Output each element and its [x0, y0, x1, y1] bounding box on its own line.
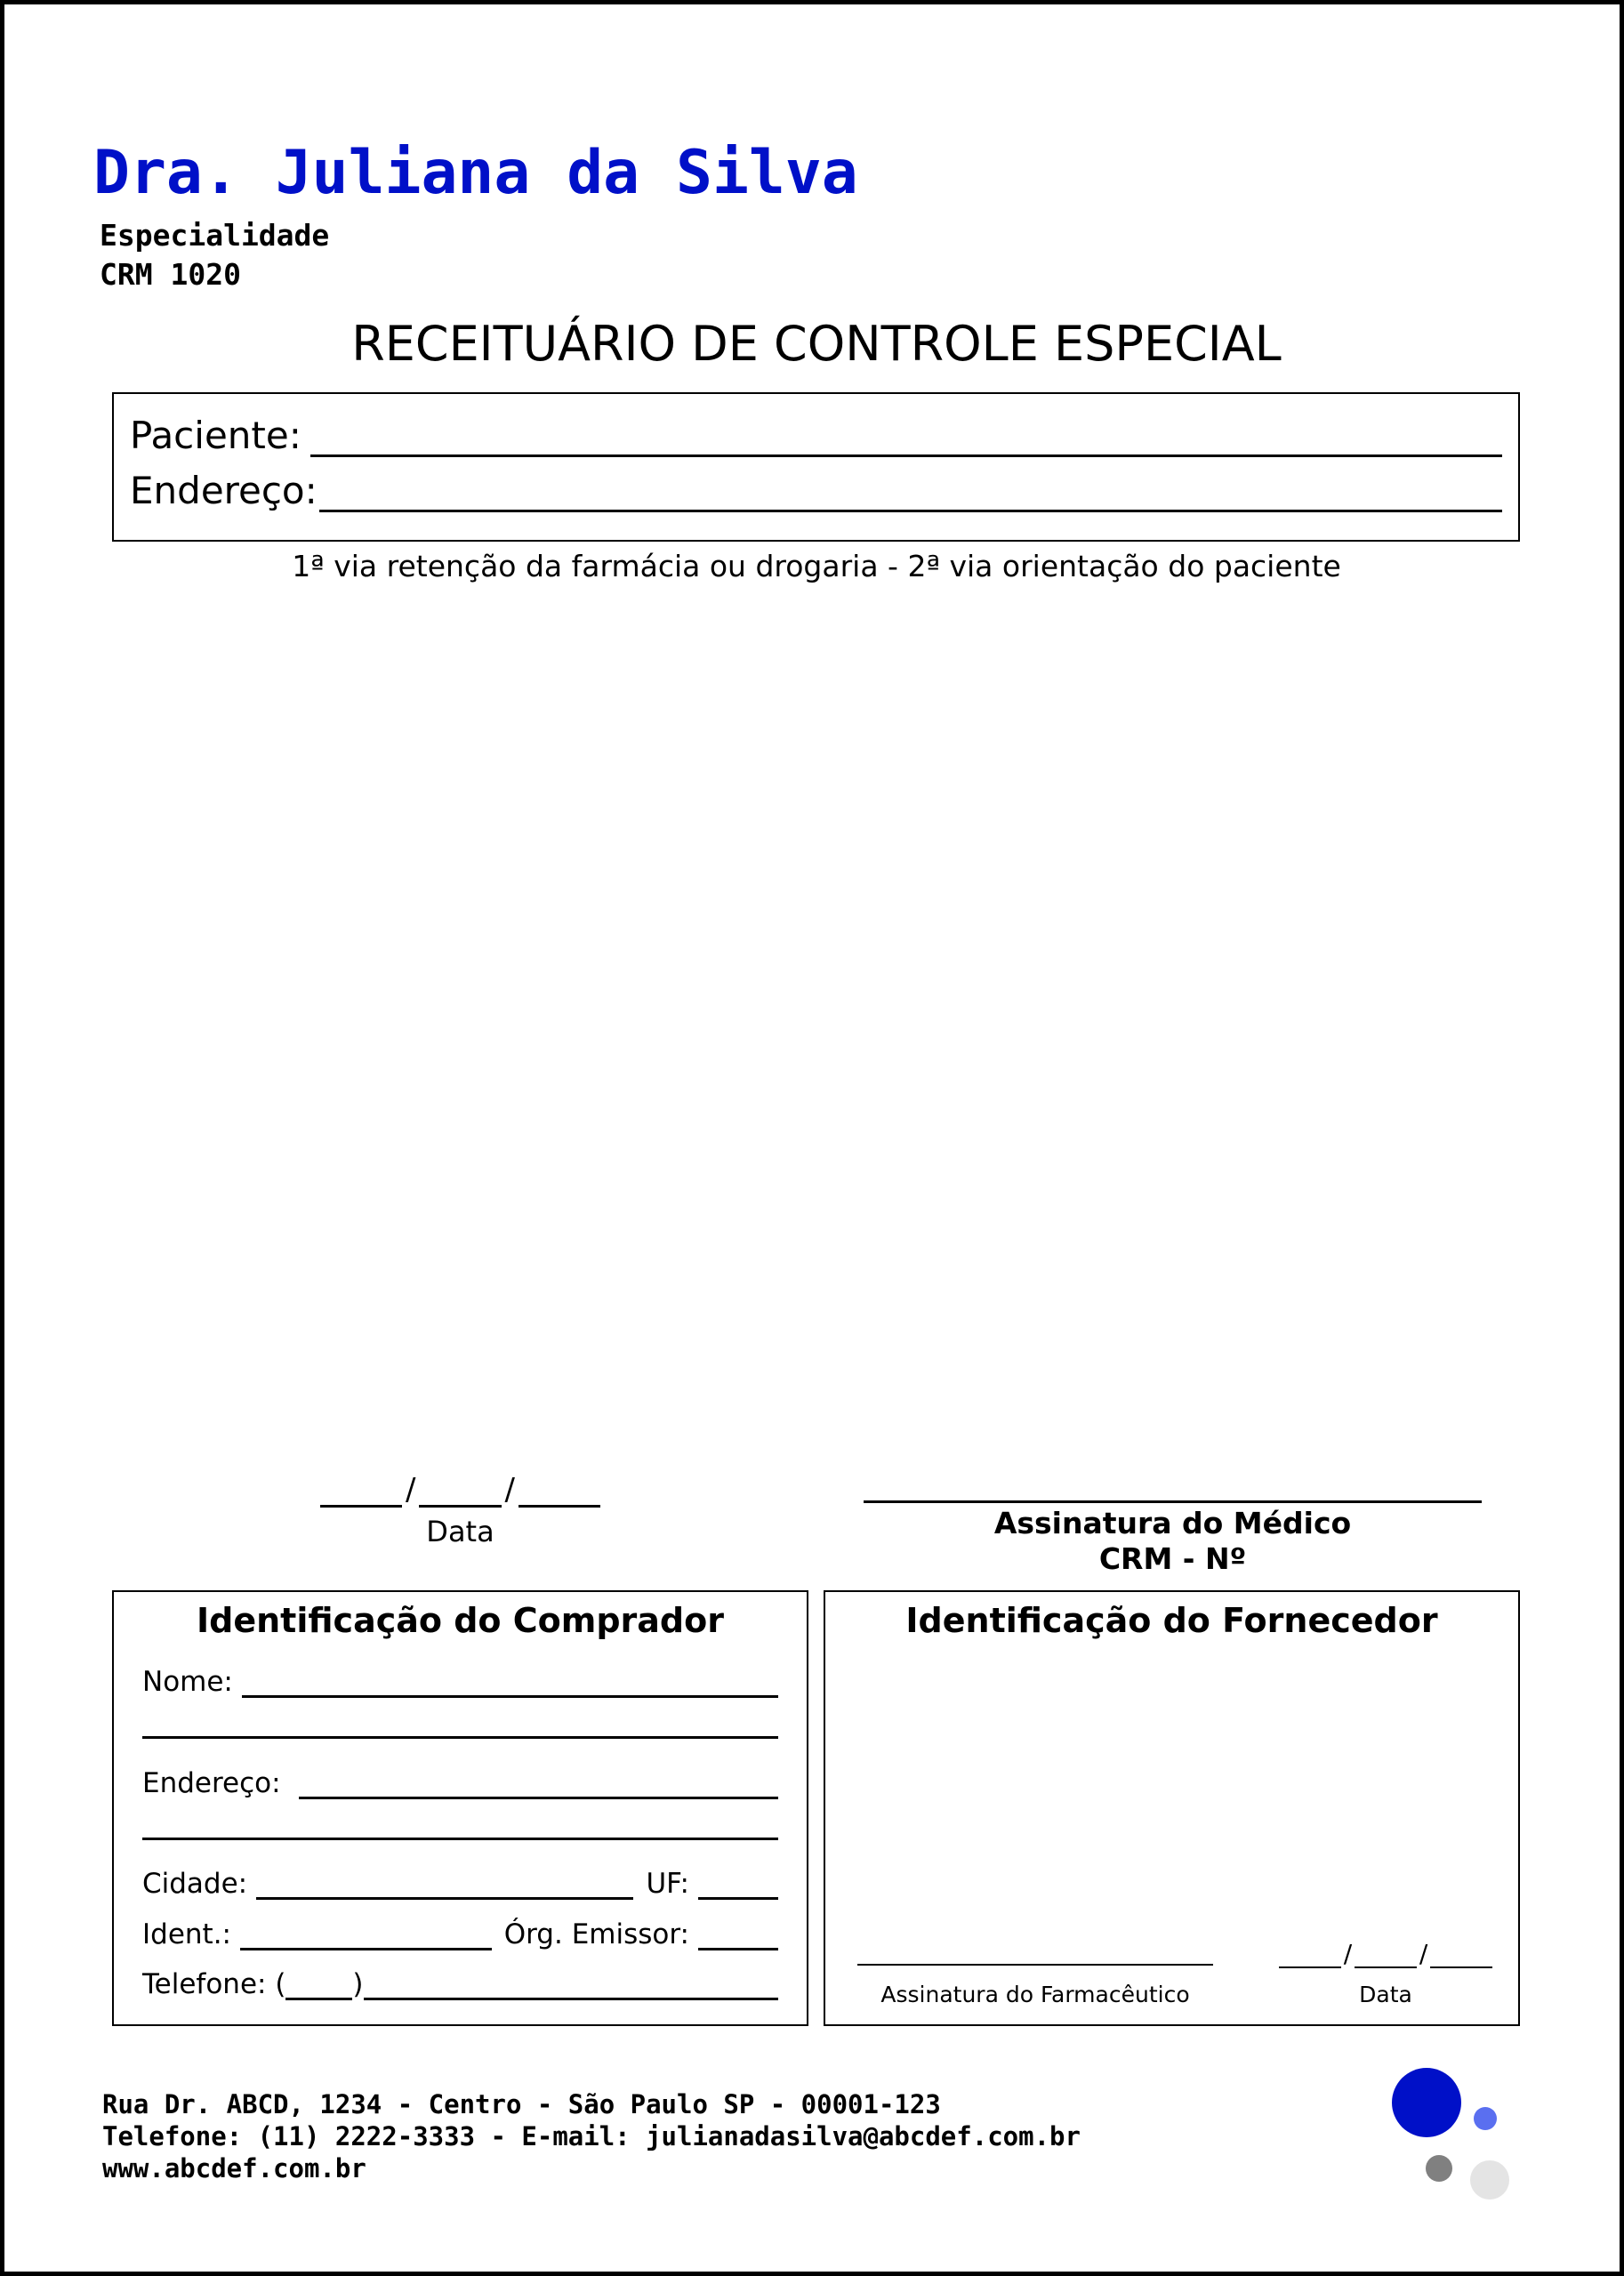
buyer-phone-field[interactable]: [364, 1994, 778, 2000]
date-year-blank: [519, 1475, 600, 1508]
doctor-name: Dra. Juliana da Silva: [93, 138, 858, 208]
doctor-crm-label: CRM - Nº: [1098, 1541, 1247, 1576]
supplier-box: [824, 1590, 1520, 2026]
buyer-address-field-2[interactable]: [142, 1834, 778, 1840]
buyer-phone-label: Telefone: (: [142, 1968, 286, 2000]
date-separator: /: [406, 1472, 416, 1508]
buyer-name-label: Nome:: [142, 1666, 233, 1698]
buyer-ident-row: [142, 1918, 778, 1950]
doctor-specialty: Especialidade: [100, 218, 330, 253]
date-separator: /: [504, 1472, 515, 1508]
date-separator: /: [1343, 1939, 1353, 1968]
patient-label: Paciente:: [130, 414, 301, 457]
supplier-date-year-blank: [1430, 1942, 1492, 1968]
buyer-uf-field[interactable]: [698, 1894, 778, 1900]
footer-contact: Telefone: (11) 2222-3333 - E-mail: julianadasilva@abcdef.com.br: [102, 2121, 1081, 2151]
buyer-phone-area-field[interactable]: [285, 1994, 352, 2000]
supplier-date-label: Data: [1359, 1982, 1412, 2007]
footer-address: Rua Dr. ABCD, 1234 - Centro - São Paulo SP - 00001-123: [102, 2089, 941, 2119]
patient-row: [130, 414, 1502, 457]
date-month-blank: [419, 1475, 501, 1508]
buyer-address-field[interactable]: [299, 1793, 778, 1799]
supplier-date-month-blank: [1355, 1942, 1417, 1968]
buyer-box: [112, 1590, 808, 2026]
address-label: Endereço:: [130, 469, 318, 512]
date-label: Data: [426, 1515, 494, 1548]
patient-field[interactable]: [310, 449, 1502, 457]
via-note: 1ª via retenção da farmácia ou drogaria - 2ª via orientação do paciente: [292, 549, 1341, 583]
buyer-name-row-2: [142, 1733, 778, 1739]
date-field[interactable]: [320, 1472, 600, 1508]
buyer-issuer-field[interactable]: [698, 1944, 778, 1950]
address-row: [130, 469, 1502, 512]
patient-box: [112, 392, 1520, 542]
buyer-issuer-label: Órg. Emissor:: [503, 1918, 689, 1950]
buyer-city-row: [142, 1868, 778, 1900]
doctor-crm: CRM 1020: [100, 257, 241, 292]
buyer-uf-label: UF:: [646, 1868, 689, 1900]
address-field[interactable]: [319, 504, 1502, 512]
buyer-address-row-2: [142, 1834, 778, 1840]
buyer-ident-label: Ident.:: [142, 1918, 231, 1950]
buyer-name-row: [142, 1666, 778, 1698]
document-title: RECEITUÁRIO DE CONTROLE ESPECIAL: [351, 316, 1282, 372]
date-separator: /: [1419, 1939, 1428, 1968]
buyer-ident-field[interactable]: [240, 1944, 492, 1950]
buyer-address-label: Endereço:: [142, 1767, 281, 1799]
buyer-address-row: [142, 1767, 778, 1799]
buyer-name-field-2[interactable]: [142, 1733, 778, 1739]
pharmacist-signature-line[interactable]: [857, 1964, 1213, 1966]
small-blue-dot: [1474, 2107, 1497, 2130]
doctor-signature-label: Assinatura do Médico: [993, 1506, 1352, 1540]
pharmacist-signature-label: Assinatura do Farmacêutico: [880, 1982, 1190, 2007]
supplier-date-day-blank: [1279, 1942, 1341, 1968]
date-day-blank: [320, 1475, 402, 1508]
gray-dot: [1426, 2155, 1452, 2182]
footer-website: www.abcdef.com.br: [102, 2153, 366, 2184]
buyer-city-field[interactable]: [256, 1894, 633, 1900]
light-gray-dot: [1470, 2160, 1509, 2200]
supplier-box-title: Identificação do Fornecedor: [905, 1601, 1438, 1640]
buyer-name-field[interactable]: [242, 1692, 778, 1698]
doctor-signature-line[interactable]: [864, 1500, 1482, 1503]
large-blue-dot: [1392, 2068, 1461, 2137]
buyer-box-title: Identificação do Comprador: [197, 1601, 724, 1640]
buyer-phone-close: ): [352, 1968, 364, 2000]
supplier-date-field[interactable]: [1279, 1939, 1492, 1968]
buyer-city-label: Cidade:: [142, 1868, 248, 1900]
buyer-phone-row: [142, 1968, 778, 2000]
